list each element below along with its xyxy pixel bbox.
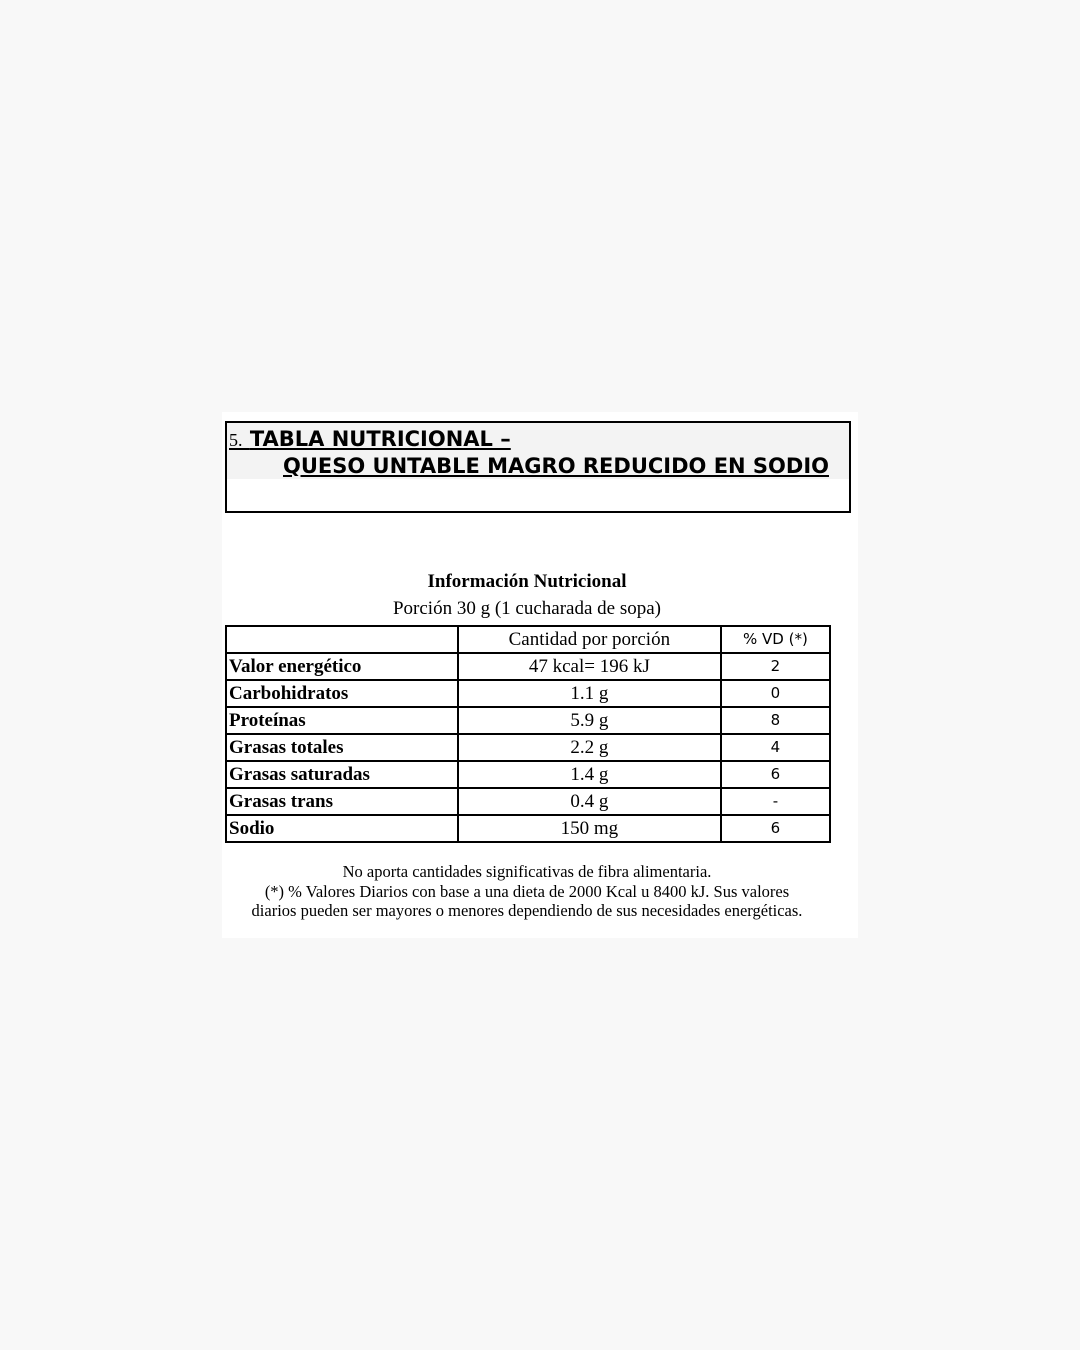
product-name: QUESO UNTABLE MAGRO REDUCIDO EN SODIO <box>283 454 829 478</box>
table-row <box>226 788 830 815</box>
nutrient-quantity: 1.4 g <box>458 761 721 788</box>
nutrient-quantity: 1.1 g <box>458 680 721 707</box>
table-row <box>226 734 830 761</box>
nutrient-vd: 6 <box>721 761 830 788</box>
nutrient-vd: 4 <box>721 734 830 761</box>
column-header-vd: % VD (*) <box>721 626 830 653</box>
nutrient-name: Sodio <box>226 815 458 842</box>
nutrition-title: Información Nutricional <box>427 571 627 592</box>
nutrient-name: Valor energético <box>226 653 458 680</box>
column-header-name <box>226 626 458 653</box>
nutrient-quantity: 47 kcal= 196 kJ <box>458 653 721 680</box>
section-title-line1 <box>229 427 511 451</box>
nutrient-name: Grasas trans <box>226 788 458 815</box>
section-header <box>225 421 851 481</box>
table-row <box>226 815 830 842</box>
vd-footnote-line2: diarios pueden ser mayores o menores dependiendo de sus necesidades energéticas. <box>251 901 803 920</box>
nutrient-name: Grasas saturadas <box>226 761 458 788</box>
nutrient-name: Grasas totales <box>226 734 458 761</box>
nutrient-quantity: 150 mg <box>458 815 721 842</box>
nutrient-vd: 8 <box>721 707 830 734</box>
document-page <box>222 412 858 938</box>
table-row <box>226 761 830 788</box>
vd-footnote-line1: (*) % Valores Diarios con base a una dieta de 2000 Kcal u 8400 kJ. Sus valores <box>264 882 790 901</box>
table-row <box>226 653 830 680</box>
table-row <box>226 680 830 707</box>
nutrient-quantity: 0.4 g <box>458 788 721 815</box>
nutrient-vd: - <box>721 788 830 815</box>
section-title: TABLA NUTRICIONAL – <box>249 427 511 451</box>
nutrient-name: Carbohidratos <box>226 680 458 707</box>
table-row <box>226 707 830 734</box>
portion-size: Porción 30 g (1 cucharada de sopa) <box>392 598 661 619</box>
nutrient-quantity: 5.9 g <box>458 707 721 734</box>
table-header-row <box>226 626 830 653</box>
section-number: 5. <box>229 430 243 450</box>
vd-footnote <box>222 882 832 920</box>
nutrient-quantity: 2.2 g <box>458 734 721 761</box>
nutrient-name: Proteínas <box>226 707 458 734</box>
column-header-quantity: Cantidad por porción <box>458 626 721 653</box>
nutrient-vd: 6 <box>721 815 830 842</box>
fiber-footnote: No aporta cantidades significativas de fibra alimentaria. <box>342 862 712 881</box>
nutrition-table <box>225 625 831 843</box>
nutrient-vd: 2 <box>721 653 830 680</box>
nutrient-vd: 0 <box>721 680 830 707</box>
blank-row <box>225 479 851 513</box>
